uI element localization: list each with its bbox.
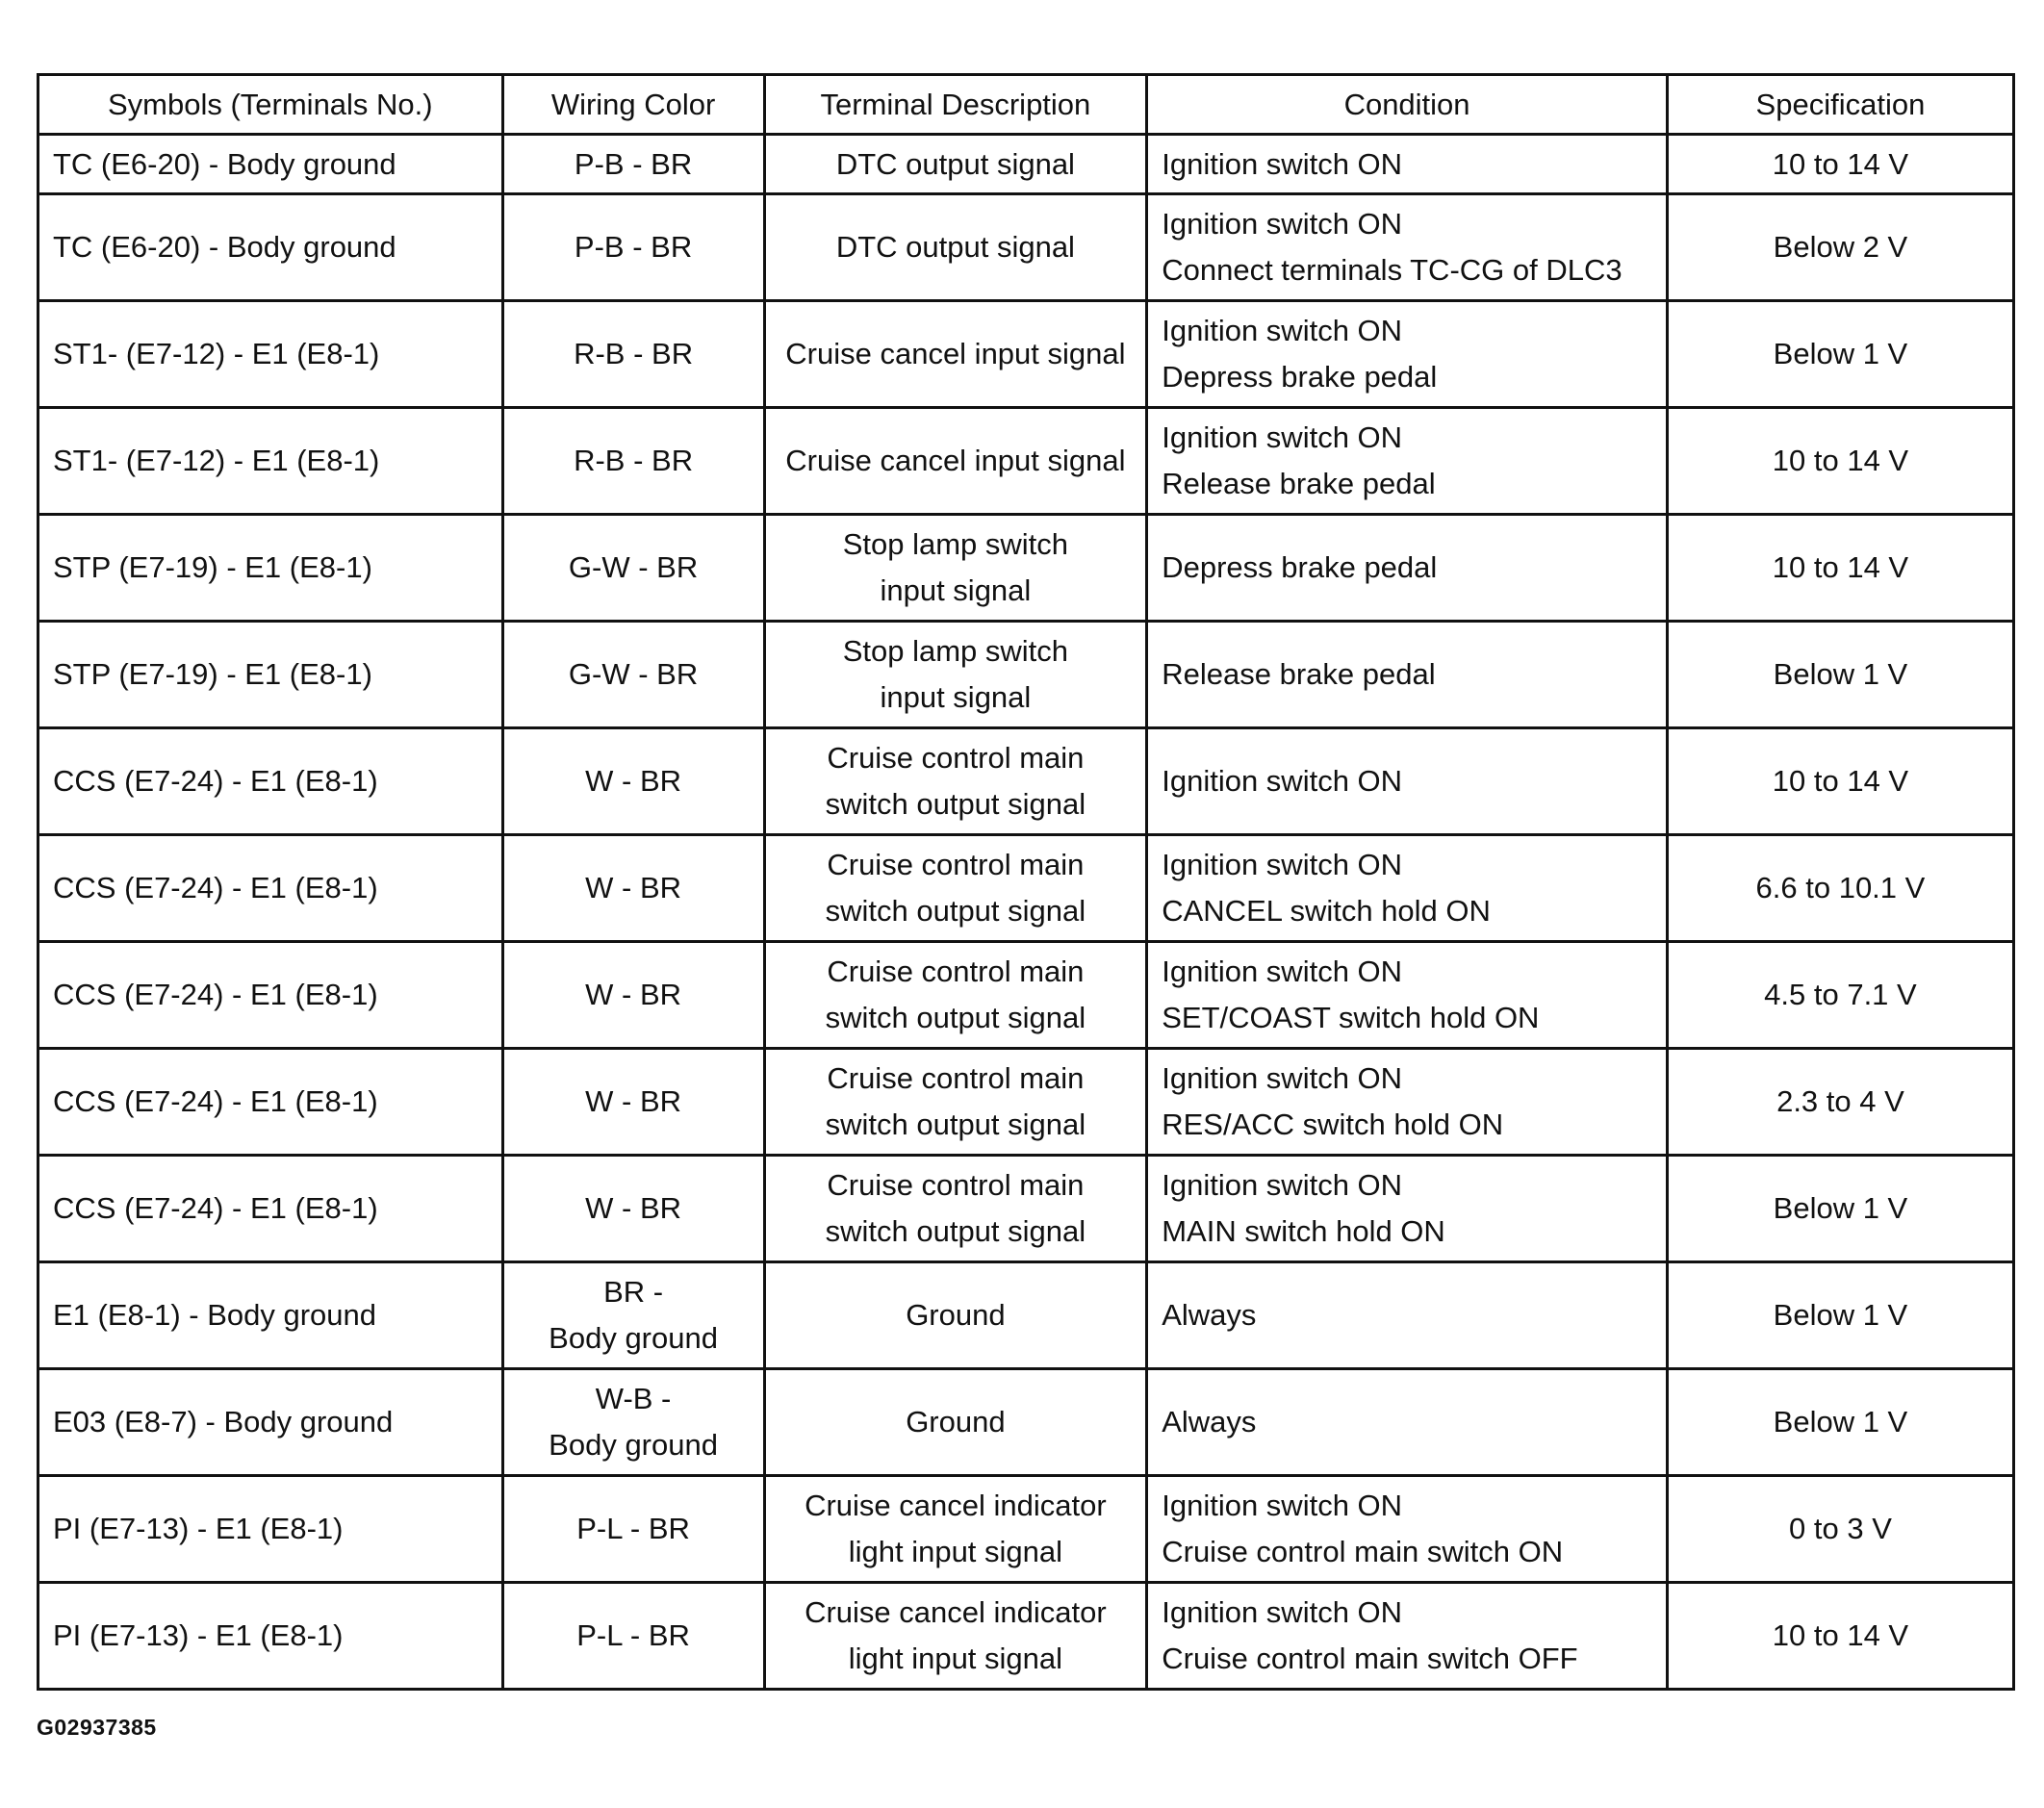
table-row: [38, 622, 2014, 728]
terminal-spec-table: [37, 73, 2015, 1691]
condition-line: Cruise control main switch OFF: [1162, 1642, 1578, 1675]
description-line: input signal: [880, 573, 1032, 607]
condition-line: Always: [1162, 1405, 1257, 1439]
cell-symbols: E1 (E8-1) - Body ground: [38, 1262, 503, 1369]
wiring-color-line: W - BR: [585, 764, 682, 798]
cell-symbols: ST1- (E7-12) - E1 (E8-1): [38, 301, 503, 408]
cell-condition: [1147, 835, 1668, 942]
wiring-color-line: W - BR: [585, 871, 682, 904]
cell-condition: [1147, 728, 1668, 835]
cell-wiring-color: [502, 301, 764, 408]
condition-line: Cruise control main switch ON: [1162, 1535, 1564, 1568]
cell-condition: [1147, 1583, 1668, 1690]
cell-symbols: CCS (E7-24) - E1 (E8-1): [38, 728, 503, 835]
description-line: DTC output signal: [835, 146, 1075, 181]
table-row: [38, 194, 2014, 301]
wiring-color-line: P-L - BR: [576, 1618, 690, 1652]
spec-table-container: [37, 73, 2015, 1691]
condition-line: Connect terminals TC-CG of DLC3: [1162, 253, 1622, 287]
description-line: Stop lamp switch: [842, 634, 1069, 668]
cell-condition: [1147, 942, 1668, 1049]
cell-terminal-description: [764, 728, 1147, 835]
cell-terminal-description: [764, 515, 1147, 622]
description-line: switch output signal: [825, 1108, 1086, 1141]
table-row: [38, 1262, 2014, 1369]
cell-wiring-color: [502, 515, 764, 622]
description-line: Ground: [906, 1298, 1006, 1332]
cell-wiring-color: [502, 942, 764, 1049]
header-specification: Specification: [1667, 75, 2013, 135]
cell-specification: Below 1 V: [1667, 1156, 2013, 1262]
cell-wiring-color: [502, 1262, 764, 1369]
description-line: switch output signal: [825, 787, 1086, 821]
table-row: [38, 515, 2014, 622]
cell-condition: [1147, 1369, 1668, 1476]
condition-line: Ignition switch ON: [1162, 420, 1403, 454]
wiring-color-line: R-B - BR: [574, 444, 694, 477]
table-row: [38, 1583, 2014, 1690]
cell-symbols: PI (E7-13) - E1 (E8-1): [38, 1476, 503, 1583]
cell-specification: 6.6 to 10.1 V: [1667, 835, 2013, 942]
description-line: Cruise control main: [827, 1168, 1085, 1202]
cell-condition: [1147, 515, 1668, 622]
condition-line: Depress brake pedal: [1162, 550, 1438, 584]
cell-symbols: TC (E6-20) - Body ground: [38, 135, 503, 194]
description-line: switch output signal: [825, 1001, 1086, 1034]
wiring-color-line: G-W - BR: [568, 657, 699, 691]
wiring-color-line: W - BR: [585, 1191, 682, 1225]
cell-wiring-color: [502, 1476, 764, 1583]
figure-id: G02937385: [37, 1715, 157, 1740]
cell-terminal-description: [764, 301, 1147, 408]
condition-line: Ignition switch ON: [1162, 1595, 1403, 1629]
wiring-color-line: P-B - BR: [574, 146, 693, 181]
cell-specification: 2.3 to 4 V: [1667, 1049, 2013, 1156]
condition-line: Release brake pedal: [1162, 467, 1436, 500]
wiring-color-line: Body ground: [549, 1321, 718, 1355]
cell-terminal-description: [764, 835, 1147, 942]
cell-wiring-color: [502, 1369, 764, 1476]
wiring-color-line: P-B - BR: [574, 230, 693, 264]
condition-line: Ignition switch ON: [1162, 764, 1403, 798]
cell-symbols: TC (E6-20) - Body ground: [38, 194, 503, 301]
table-row: [38, 1476, 2014, 1583]
description-line: Cruise cancel input signal: [785, 444, 1126, 477]
condition-line: Ignition switch ON: [1162, 1168, 1403, 1202]
wiring-color-line: Body ground: [549, 1428, 718, 1462]
cell-condition: [1147, 1049, 1668, 1156]
condition-line: Ignition switch ON: [1162, 207, 1403, 241]
cell-specification: 10 to 14 V: [1667, 1583, 2013, 1690]
cell-symbols: STP (E7-19) - E1 (E8-1): [38, 515, 503, 622]
cell-terminal-description: [764, 135, 1147, 194]
cell-specification: Below 1 V: [1667, 1369, 2013, 1476]
description-line: Cruise cancel indicator: [805, 1489, 1107, 1522]
cell-wiring-color: [502, 728, 764, 835]
table-row: [38, 942, 2014, 1049]
cell-condition: [1147, 135, 1668, 194]
cell-terminal-description: [764, 942, 1147, 1049]
cell-condition: [1147, 622, 1668, 728]
cell-condition: [1147, 194, 1668, 301]
description-line: Cruise control main: [827, 848, 1085, 881]
cell-terminal-description: [764, 1369, 1147, 1476]
cell-specification: 10 to 14 V: [1667, 408, 2013, 515]
cell-wiring-color: [502, 1156, 764, 1262]
description-line: Cruise cancel input signal: [785, 337, 1126, 370]
condition-line: Always: [1162, 1298, 1257, 1332]
table-row: [38, 301, 2014, 408]
cell-symbols: E03 (E8-7) - Body ground: [38, 1369, 503, 1476]
header-terminal-description: Terminal Description: [764, 75, 1147, 135]
cell-terminal-description: [764, 1476, 1147, 1583]
description-line: Cruise control main: [827, 741, 1085, 775]
cell-wiring-color: [502, 1583, 764, 1690]
condition-line: Ignition switch ON: [1162, 848, 1403, 881]
cell-terminal-description: [764, 1262, 1147, 1369]
cell-terminal-description: [764, 408, 1147, 515]
table-row: [38, 1156, 2014, 1262]
cell-terminal-description: [764, 1583, 1147, 1690]
table-row: [38, 1369, 2014, 1476]
description-line: Cruise control main: [827, 955, 1085, 988]
wiring-color-line: W - BR: [585, 1084, 682, 1118]
table-row: [38, 135, 2014, 194]
condition-line: Release brake pedal: [1162, 657, 1436, 691]
cell-condition: [1147, 408, 1668, 515]
wiring-color-line: W-B -: [595, 1382, 672, 1415]
table-row: [38, 728, 2014, 835]
cell-condition: [1147, 1476, 1668, 1583]
cell-symbols: STP (E7-19) - E1 (E8-1): [38, 622, 503, 728]
header-condition: Condition: [1147, 75, 1668, 135]
condition-line: Ignition switch ON: [1162, 1061, 1403, 1095]
wiring-color-line: R-B - BR: [574, 337, 694, 370]
cell-condition: [1147, 301, 1668, 408]
cell-symbols: CCS (E7-24) - E1 (E8-1): [38, 1156, 503, 1262]
cell-wiring-color: [502, 194, 764, 301]
table-header-row: [38, 75, 2014, 135]
header-symbols: Symbols (Terminals No.): [38, 75, 503, 135]
description-line: Cruise control main: [827, 1061, 1085, 1095]
cell-symbols: ST1- (E7-12) - E1 (E8-1): [38, 408, 503, 515]
cell-wiring-color: [502, 135, 764, 194]
cell-specification: 0 to 3 V: [1667, 1476, 2013, 1583]
condition-line: Depress brake pedal: [1162, 360, 1438, 394]
condition-line: Ignition switch ON: [1162, 1489, 1403, 1522]
table-row: [38, 1049, 2014, 1156]
header-wiring-color: Wiring Color: [502, 75, 764, 135]
cell-terminal-description: [764, 194, 1147, 301]
cell-wiring-color: [502, 408, 764, 515]
cell-specification: Below 1 V: [1667, 301, 2013, 408]
condition-line: Ignition switch ON: [1162, 955, 1403, 988]
cell-condition: [1147, 1156, 1668, 1262]
table-row: [38, 408, 2014, 515]
cell-specification: 4.5 to 7.1 V: [1667, 942, 2013, 1049]
table-row: [38, 835, 2014, 942]
cell-wiring-color: [502, 1049, 764, 1156]
cell-specification: 10 to 14 V: [1667, 135, 2013, 194]
condition-line: RES/ACC switch hold ON: [1162, 1108, 1504, 1141]
description-line: light input signal: [848, 1535, 1063, 1568]
cell-wiring-color: [502, 835, 764, 942]
condition-line: MAIN switch hold ON: [1162, 1214, 1445, 1248]
cell-specification: 10 to 14 V: [1667, 728, 2013, 835]
condition-line: Ignition switch ON: [1162, 314, 1403, 347]
condition-line: SET/COAST switch hold ON: [1162, 1001, 1540, 1034]
cell-symbols: PI (E7-13) - E1 (E8-1): [38, 1583, 503, 1690]
cell-terminal-description: [764, 622, 1147, 728]
cell-symbols: CCS (E7-24) - E1 (E8-1): [38, 835, 503, 942]
cell-condition: [1147, 1262, 1668, 1369]
cell-terminal-description: [764, 1156, 1147, 1262]
cell-symbols: CCS (E7-24) - E1 (E8-1): [38, 942, 503, 1049]
description-line: Cruise cancel indicator: [805, 1595, 1107, 1629]
cell-wiring-color: [502, 622, 764, 728]
table-body: [38, 135, 2014, 1690]
description-line: switch output signal: [825, 1214, 1086, 1248]
cell-symbols: CCS (E7-24) - E1 (E8-1): [38, 1049, 503, 1156]
wiring-color-line: W - BR: [585, 978, 682, 1011]
description-line: input signal: [880, 680, 1032, 714]
description-line: DTC output signal: [835, 230, 1075, 264]
description-line: Stop lamp switch: [842, 527, 1069, 561]
wiring-color-line: P-L - BR: [576, 1512, 690, 1545]
condition-line: Ignition switch ON: [1162, 146, 1403, 181]
description-line: switch output signal: [825, 894, 1086, 928]
cell-specification: Below 1 V: [1667, 622, 2013, 728]
wiring-color-line: BR -: [603, 1275, 664, 1309]
cell-specification: 10 to 14 V: [1667, 515, 2013, 622]
description-line: Ground: [906, 1405, 1006, 1439]
cell-terminal-description: [764, 1049, 1147, 1156]
cell-specification: Below 2 V: [1667, 194, 2013, 301]
condition-line: CANCEL switch hold ON: [1162, 894, 1491, 928]
wiring-color-line: G-W - BR: [568, 550, 699, 584]
description-line: light input signal: [848, 1642, 1063, 1675]
cell-specification: Below 1 V: [1667, 1262, 2013, 1369]
